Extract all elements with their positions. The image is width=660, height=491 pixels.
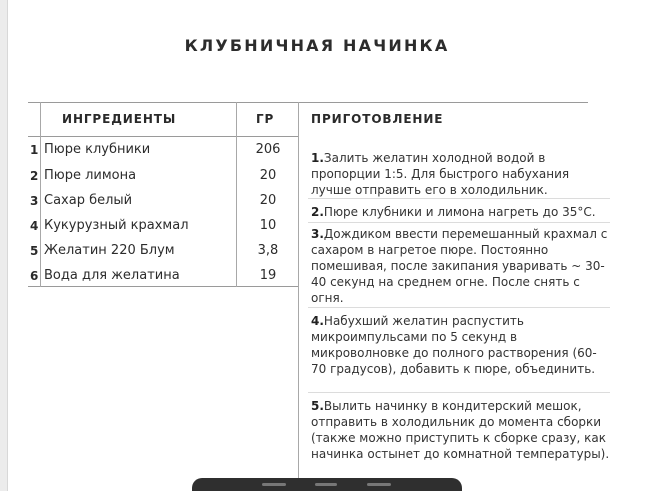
- step-separator: [308, 222, 610, 223]
- ingredient-name: Желатин 220 Блум: [44, 243, 175, 258]
- step-separator: [308, 392, 610, 393]
- preparation-step: [311, 398, 611, 462]
- step-text: Дождиком ввести перемешанный крахмал с сахаром в нагретое пюре. Постоянно помешивая, после закипания уваривать ~ 30-40 секунд на среднем огне. После снять с огня.: [311, 227, 608, 305]
- nav-home-icon[interactable]: [315, 483, 337, 486]
- ingredient-grams: 3,8: [257, 243, 279, 258]
- step-text: Набухший желатин распустить микроимпульсами по 5 секунд в микроволновке до полного растворения (60-70 градусов), добавить к пюре, объединить.: [311, 314, 597, 376]
- left-sidebar-edge: [0, 0, 8, 491]
- ingredient-grams: 20: [259, 168, 277, 183]
- header-ingredients: ИНГРЕДИЕНТЫ: [62, 112, 177, 126]
- ingredient-name: Вода для желатина: [44, 268, 180, 283]
- ingredient-number: 5: [30, 244, 39, 258]
- recipe-title: КЛУБНИЧНАЯ НАЧИНКА: [184, 36, 450, 55]
- step-number: 3.: [311, 227, 324, 241]
- ingredient-number: 1: [30, 143, 39, 157]
- ingredient-number: 3: [30, 194, 39, 208]
- table-header-rule: [28, 136, 298, 137]
- preparation-step: [311, 313, 611, 377]
- table-top-rule: [28, 102, 588, 103]
- ingredient-grams: 206: [255, 142, 281, 157]
- header-preparation: ПРИГОТОВЛЕНИЕ: [311, 112, 444, 126]
- ingredient-name: Пюре лимона: [44, 168, 137, 183]
- ingredient-grams: 19: [259, 268, 277, 283]
- step-number: 1.: [311, 151, 324, 165]
- ingredient-number: 6: [30, 269, 39, 283]
- ingredient-number: 4: [30, 219, 39, 233]
- nav-back-icon[interactable]: [367, 483, 391, 486]
- step-text: Залить желатин холодной водой в пропорции 1:5. Для быстрого набухания лучше отправить его в холодильник.: [311, 151, 570, 197]
- step-number: 5.: [311, 399, 324, 413]
- table-bottom-rule: [28, 286, 298, 287]
- header-grams: ГР: [256, 112, 275, 126]
- ingredient-name: Сахар белый: [44, 193, 133, 208]
- step-separator: [308, 307, 610, 308]
- preparation-step: [311, 204, 611, 220]
- column-divider-2: [236, 102, 237, 287]
- ingredient-name: Пюре клубники: [44, 142, 151, 157]
- step-text: Пюре клубники и лимона нагреть до 35°С.: [323, 205, 596, 219]
- step-number: 2.: [311, 205, 324, 219]
- ingredient-grams: 20: [259, 193, 277, 208]
- step-number: 4.: [311, 314, 324, 328]
- ingredient-name: Кукурузный крахмал: [44, 218, 189, 233]
- ingredient-grams: 10: [259, 218, 277, 233]
- nav-handle-icon: [262, 483, 286, 486]
- column-divider-3: [298, 102, 299, 491]
- column-divider-1: [40, 102, 41, 287]
- step-separator: [308, 198, 610, 199]
- step-text: Вылить начинку в кондитерский мешок, отправить в холодильник до момента сборки (также можно приступить к сборке сразу, как начинка остынет до комнатной температуры).: [311, 399, 610, 461]
- ingredient-number: 2: [30, 169, 39, 183]
- bottom-navigation-bar[interactable]: [192, 478, 462, 491]
- preparation-step: [311, 226, 611, 306]
- preparation-step: [311, 150, 611, 198]
